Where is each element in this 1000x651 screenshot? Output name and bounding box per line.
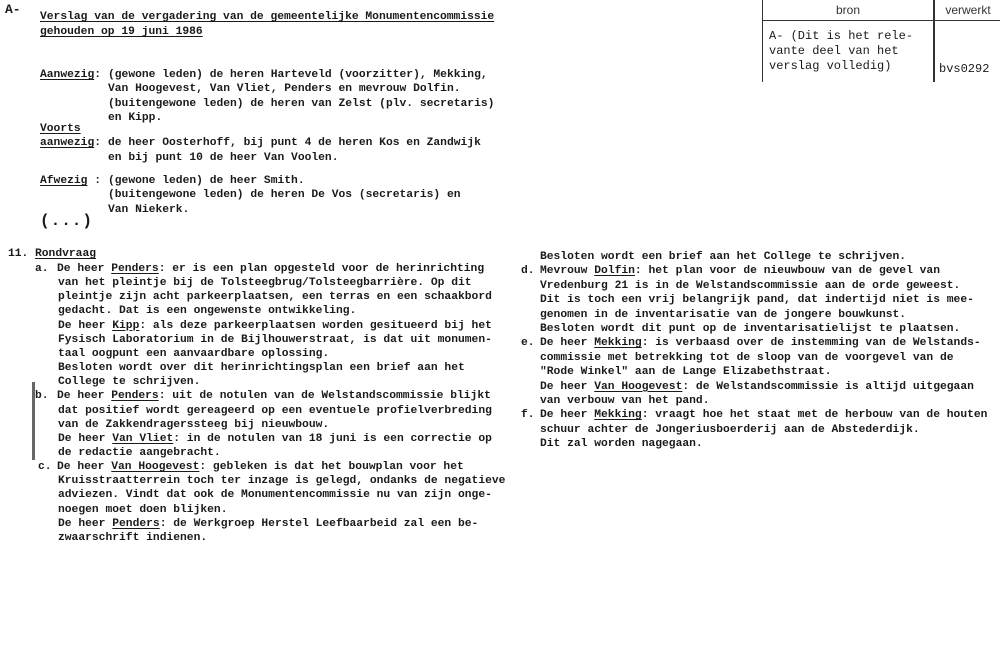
attendance-line [108, 111, 162, 125]
text-segment: De heer [58, 319, 113, 332]
table-header [763, 0, 1000, 21]
source-table [762, 0, 1000, 82]
section-title: Rondvraag [35, 248, 97, 260]
attendance-line [108, 97, 494, 111]
rondvraag-line [540, 250, 906, 264]
rondvraag-line [57, 389, 491, 403]
rondvraag-line [58, 488, 492, 502]
underlined-name: Verslag van de vergadering van de gemeentelijke Monumentencommissie [40, 11, 495, 23]
rondvraag-line [58, 276, 472, 290]
text-segment: : is verbaasd over de instemming van de Welstands- [641, 337, 981, 350]
underlined-name: Penders [111, 390, 159, 403]
attendance-line [108, 151, 339, 165]
rondvraag-line [58, 375, 200, 389]
underlined-name: Mekking [594, 337, 642, 350]
underlined-name: Penders [111, 263, 159, 275]
item-letter: c. [38, 461, 52, 474]
text-segment: De heer [540, 337, 595, 350]
text-segment: Van Hoogevest, Van Vliet, Penders en mevrouw Dolfin. [108, 83, 461, 96]
text-segment: de redactie aangebracht. [58, 446, 221, 459]
text-segment: Dit zal worden nagegaan. [540, 438, 703, 451]
attendance-label [40, 68, 101, 82]
text-segment: : als deze parkeerplaatsen worden gesitueerd bij het [139, 319, 492, 332]
underlined-name: Voorts [40, 123, 81, 135]
attendance-line [108, 68, 488, 82]
text-segment: Besloten wordt dit punt op de inventarisatielijst te plaatsen. [540, 323, 961, 335]
rondvraag-line [540, 279, 960, 293]
text-segment: : [87, 175, 102, 187]
text-segment: (gewone leden) de heren Harteveld (voorzitter), Mekking, [108, 69, 488, 81]
rondvraag-line [540, 351, 954, 365]
item-letter: e. [521, 337, 535, 350]
text-segment: dat positief wordt gereageerd op een eventuele profielverbreding [58, 404, 492, 417]
column-header-verwerkt: verwerkt [945, 3, 991, 17]
attendance-label [40, 174, 101, 188]
attendance-label [40, 122, 81, 136]
underlined-name: Mekking [594, 409, 642, 422]
rondvraag-line [540, 394, 709, 408]
bron-cell [769, 29, 913, 74]
rondvraag-line [540, 408, 987, 422]
text-segment: de heer Oosterhoff, bij punt 4 de heren Kos en Zandwijk [108, 137, 481, 150]
text-segment: College te schrijven. [58, 376, 201, 389]
text-segment: : het plan voor de nieuwbouw van de gevel van [634, 265, 940, 278]
text-segment: Mevrouw [540, 265, 595, 278]
attendance-label [40, 136, 101, 150]
bron-line: vante deel van het [769, 44, 899, 58]
bron-line: verslag volledig) [769, 59, 892, 73]
text-segment: schuur achter de Jongeriusboerderij aan de Abstederdijk. [540, 423, 920, 436]
text-segment: van verbouw van het pand. [540, 395, 710, 407]
text-segment: : er is een plan opgesteld voor de herinrichting [158, 263, 485, 275]
text-segment: : de Welstandscommissie is altijd uitgegaan [682, 380, 974, 393]
text-segment: De heer [57, 461, 112, 474]
rondvraag-line [540, 293, 974, 307]
rondvraag-line [58, 503, 227, 517]
rondvraag-line [58, 531, 207, 545]
attendance-line [108, 82, 461, 96]
text-segment: pleintje zijn acht parkeerplaatsen, een terras en een schaakbord [58, 291, 492, 304]
verwerkt-cell: bvs0292 [939, 62, 990, 76]
underlined-name: Van Vliet [112, 432, 174, 445]
text-segment: De heer [57, 390, 112, 403]
rondvraag-line [540, 365, 832, 379]
text-segment: Kruisstraatterrein toch ter inzage is gelegd, ondanks de negatieve [58, 475, 506, 488]
underlined-name: Kipp [112, 319, 140, 332]
text-segment: Besloten wordt een brief aan het College te schrijven. [540, 251, 907, 263]
underlined-name: Penders [112, 517, 160, 530]
text-segment: Van Niekerk. [108, 203, 190, 216]
item-letter: a. [35, 263, 49, 275]
text-segment: Fysisch Laboratorium in de Bijlhouwerstraat, is dat uit monumen- [58, 333, 492, 346]
text-segment: : [94, 69, 102, 81]
underlined-name: Van Hoogevest [594, 380, 683, 393]
text-segment: gedacht. Dat is een ongewenste ontwikkeling. [58, 305, 357, 318]
text-segment: : gebleken is dat het bouwplan voor het [199, 461, 464, 474]
text-segment: : in de notulen van 18 juni is een correctie op [173, 432, 492, 445]
table-divider [933, 0, 935, 82]
underlined-name: Afwezig [40, 175, 88, 187]
text-segment: en bij punt 10 de heer Van Voolen. [108, 151, 339, 164]
rondvraag-line [540, 322, 960, 336]
rondvraag-line [58, 517, 478, 531]
text-segment: Besloten wordt over dit herinrichtingsplan een brief aan het [58, 362, 465, 375]
text-segment: De heer [58, 432, 113, 445]
underlined-name: gehouden op 19 juni 1986 [40, 26, 203, 38]
text-segment: : uit de notulen van de Welstandscommissie blijkt [158, 390, 491, 403]
text-segment: De heer [58, 517, 113, 530]
item-letter: f. [521, 409, 535, 422]
attendance-line [108, 174, 305, 188]
underlined-name: Aanwezig [40, 69, 95, 81]
rondvraag-line [58, 333, 492, 347]
text-segment: De heer [57, 263, 112, 275]
underlined-name: aanwezig [40, 137, 95, 149]
text-segment: : [94, 137, 102, 149]
rondvraag-line [57, 262, 484, 276]
text-segment: genomen in de inventarisatie van de jongere bouwkunst. [540, 308, 907, 321]
rondvraag-line [58, 432, 492, 446]
text-segment: adviezen. Vindt dat ook de Monumentencommissie nu van zijn onge- [58, 489, 492, 502]
text-segment: zwaarschrift indienen. [58, 531, 208, 544]
rondvraag-line [540, 437, 703, 451]
rondvraag-line [58, 418, 329, 432]
rondvraag-line [57, 460, 464, 474]
rondvraag-line [58, 361, 465, 375]
rondvraag-line [58, 404, 492, 418]
attendance-line [108, 136, 481, 150]
text-segment: De heer [540, 409, 595, 422]
text-segment: van de Zakkendragerssteeg bij nieuwbouw. [58, 418, 330, 431]
text-segment: : vraagt hoe het staat met de herbouw van de houten [641, 409, 988, 422]
rondvraag-line [58, 474, 505, 488]
bron-line: A- (Dit is het rele- [769, 29, 914, 43]
text-segment: en Kipp. [108, 112, 163, 125]
item-letter: d. [521, 265, 535, 278]
text-segment: (buitengewone leden) de heren van Zelst (plv. secretaris) [108, 97, 495, 110]
rondvraag-line [58, 290, 492, 304]
text-segment: commissie met betrekking tot de sloop van de voorgevel van de [540, 351, 954, 364]
text-segment: De heer [540, 380, 595, 393]
text-segment: (gewone leden) de heer Smith. [108, 175, 305, 187]
column-header-bron: bron [835, 3, 861, 17]
rondvraag-line [58, 347, 329, 361]
text-segment: Vredenburg 21 is in de Welstandscommissie aan de orde geweest. [540, 279, 961, 292]
rondvraag-line [540, 308, 906, 322]
text-segment: Dit is toch een vrij belangrijk pand, dat indertijd niet is mee- [540, 294, 974, 307]
underlined-name: Dolfin [594, 265, 635, 278]
corner-mark: A- [5, 2, 21, 17]
attendance-line [108, 203, 189, 217]
rondvraag-line [540, 264, 940, 278]
document-title [40, 25, 203, 39]
text-segment: (buitengewone leden) de heren De Vos (secretaris) en [108, 189, 461, 202]
text-segment: "Rode Winkel" aan de Lange Elizabethstraat. [540, 366, 832, 379]
rondvraag-line [540, 423, 920, 437]
text-segment: noegen moet doen blijken. [58, 503, 228, 516]
item-letter: b. [35, 390, 49, 403]
section-number: 11. [8, 248, 29, 260]
text-segment: van het pleintje bij de Tolsteegbrug/Tolsteegbarrière. Op dit [58, 277, 472, 290]
document-title [40, 10, 494, 24]
rondvraag-line [58, 319, 492, 333]
text-segment: : de Werkgroep Herstel Leefbaarbeid zal een be- [159, 517, 479, 530]
rondvraag-line [58, 304, 356, 318]
attendance-line [108, 188, 461, 202]
omission-mark: (...) [40, 212, 94, 230]
rondvraag-line [540, 380, 974, 394]
underlined-name: Van Hoogevest [111, 461, 200, 474]
text-segment: taal oogpunt een aanvaardbare oplossing. [58, 347, 330, 360]
rondvraag-line [58, 446, 221, 460]
rondvraag-line [540, 336, 981, 350]
